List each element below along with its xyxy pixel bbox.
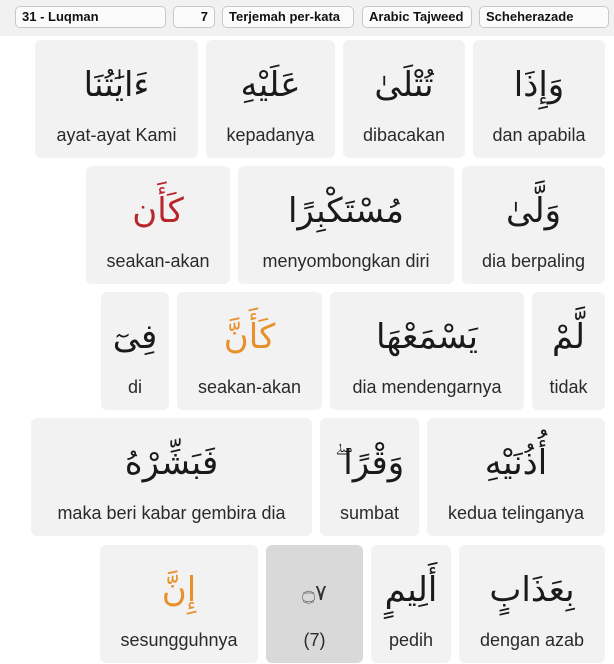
word-tile[interactable] [101, 292, 169, 410]
surah-select[interactable]: 31 - Luqman [15, 6, 166, 28]
arabic-word: لَّمْ [552, 317, 585, 357]
word-tile[interactable] [473, 40, 605, 158]
ayah-number-tile[interactable] [266, 545, 363, 663]
word-tile[interactable] [35, 40, 198, 158]
arabic-word: وَإِذَا [513, 65, 565, 105]
word-tile[interactable] [320, 418, 419, 536]
word-translation: pedih [388, 630, 434, 650]
arabic-word: وَلَّىٰ [505, 191, 562, 231]
word-tile[interactable] [330, 292, 524, 410]
toolbar [0, 0, 614, 36]
word-translation: sumbat [339, 503, 400, 523]
arabic-word: أُذُنَيْهِ [484, 443, 548, 483]
ayah-number-label: (7) [303, 630, 326, 650]
word-translation: seakan-akan [106, 251, 210, 271]
word-tile[interactable] [459, 545, 605, 663]
word-translation: dia berpaling [481, 251, 586, 271]
font-select[interactable]: Scheherazade [479, 6, 609, 28]
arabic-word: عَلَيْهِ [240, 65, 301, 105]
arabic-word: وَقْرًا ۖ [334, 443, 405, 483]
word-translation: kepadanya [226, 125, 315, 145]
word-tile[interactable] [206, 40, 335, 158]
word-tile[interactable] [532, 292, 605, 410]
word-translation: dengan azab [479, 630, 585, 650]
ayah-end-mark: ۝٧ [302, 581, 327, 606]
word-translation: seakan-akan [197, 377, 302, 397]
arabic-word: كَأَنَّ [223, 317, 276, 357]
word-tile[interactable] [343, 40, 465, 158]
word-translation: dan apabila [492, 125, 586, 145]
word-tile[interactable] [427, 418, 605, 536]
word-translation: kedua telinganya [447, 503, 585, 523]
word-translation: maka beri kabar gembira dia [57, 503, 286, 523]
word-translation: ayat-ayat Kami [56, 125, 177, 145]
arabic-word: إِنَّ [161, 570, 197, 610]
arabic-word: يَسْمَعْهَا [376, 317, 478, 357]
arabic-word: كَأَن [132, 191, 184, 231]
script-select[interactable]: Arabic Tajweed [362, 6, 472, 28]
arabic-word: ءَايَٰتُنَا [83, 65, 150, 105]
word-tile[interactable] [31, 418, 312, 536]
arabic-word: فِىٓ [112, 317, 158, 357]
word-tile[interactable] [238, 166, 454, 284]
arabic-word: بِعَذَابٍ [489, 570, 575, 610]
ayah-select[interactable]: 7 [173, 6, 215, 28]
word-tile[interactable] [177, 292, 322, 410]
arabic-word: تُتْلَىٰ [374, 65, 434, 105]
word-translation: dibacakan [362, 125, 446, 145]
word-translation: di [127, 377, 142, 397]
word-tile[interactable] [462, 166, 605, 284]
word-translation: tidak [549, 377, 588, 397]
word-translation: dia mendengarnya [352, 377, 502, 397]
arabic-word: مُسْتَكْبِرًا [287, 191, 405, 231]
word-tile[interactable] [371, 545, 451, 663]
word-translation: menyombongkan diri [262, 251, 430, 271]
word-tile[interactable] [100, 545, 258, 663]
word-translation: sesungguhnya [120, 630, 238, 650]
arabic-word: فَبَشِّرْهُ [124, 443, 219, 483]
word-tile[interactable] [86, 166, 230, 284]
mode-select[interactable]: Terjemah per-kata [222, 6, 354, 28]
arabic-word: أَلِيمٍ [384, 570, 438, 610]
